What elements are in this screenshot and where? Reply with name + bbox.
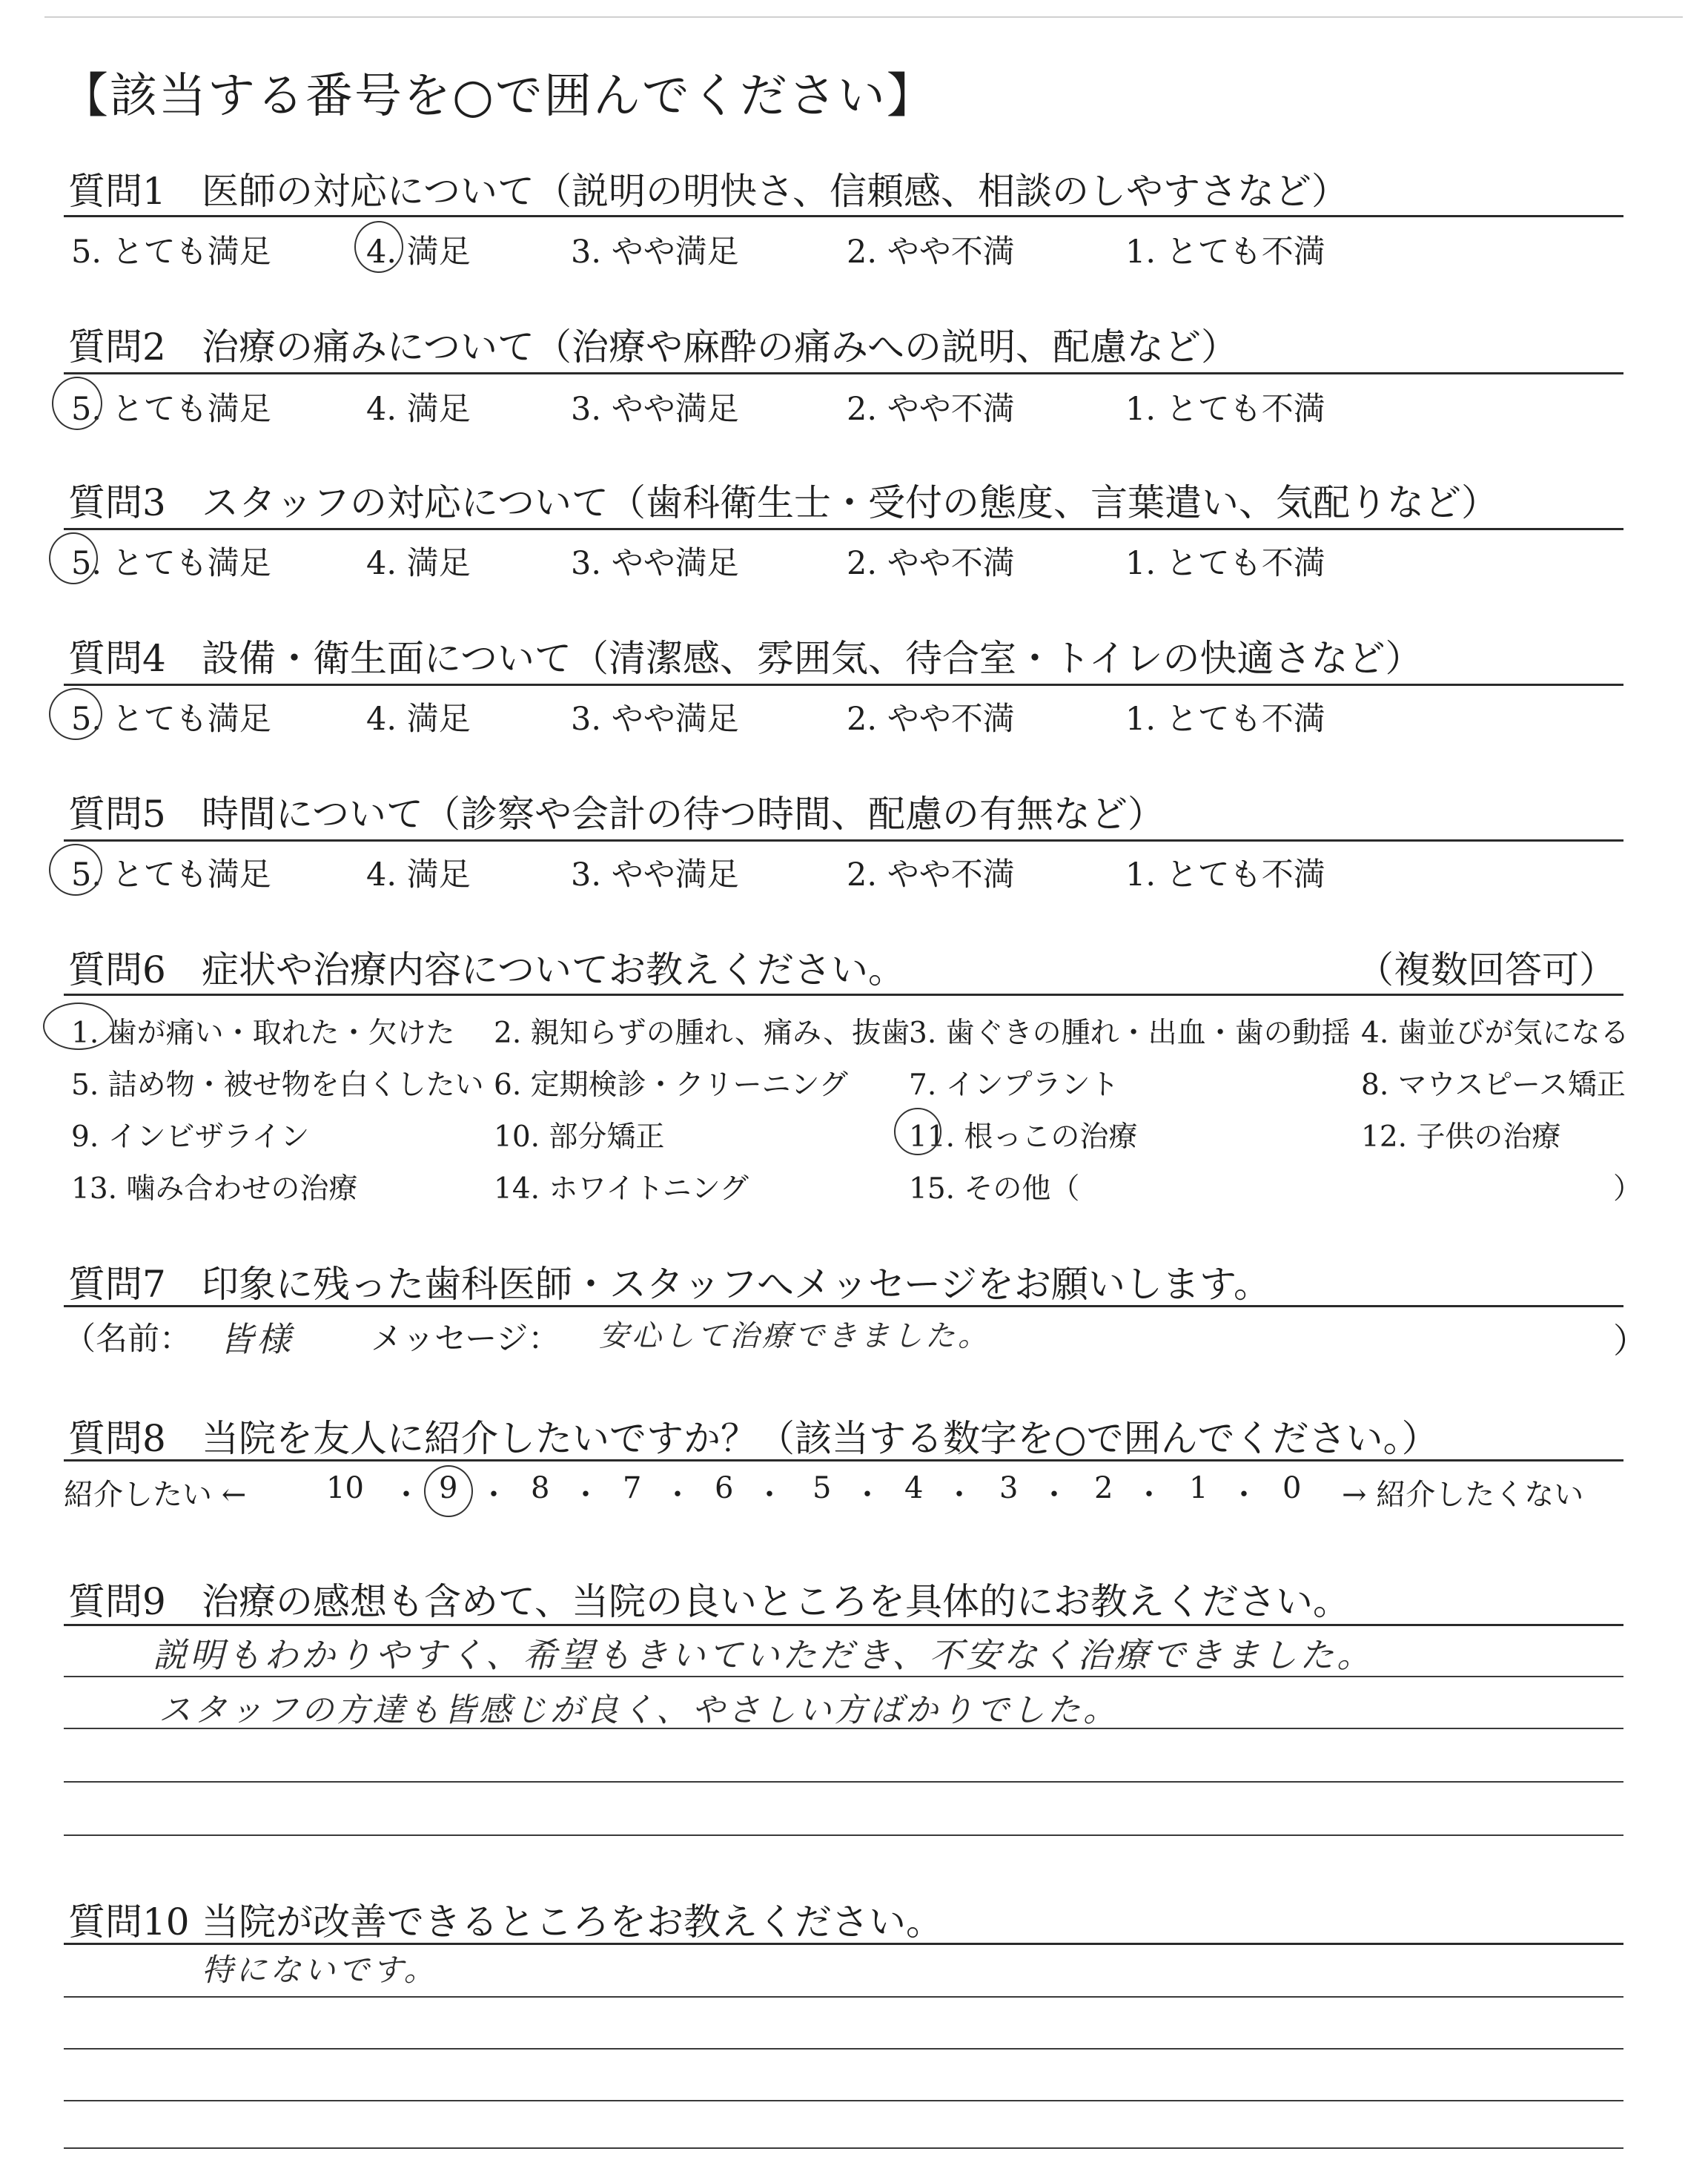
message-close-paren: ） xyxy=(1613,1321,1647,1361)
question-label: 質問3 xyxy=(68,481,166,524)
question-label: 質問8 xyxy=(68,1417,166,1460)
option-2[interactable]: 2. やや不満 xyxy=(847,856,1015,894)
score-5[interactable]: 5 xyxy=(812,1471,832,1505)
option-1[interactable]: 1. 歯が痛い・取れた・欠けた xyxy=(71,1017,455,1050)
scale-dot: ・ xyxy=(853,1478,882,1512)
question-1 xyxy=(68,162,1348,215)
question-text: 当院を友人に紹介したいですか？（該当する数字を○で囲んでください。） xyxy=(202,1417,1439,1460)
option-5[interactable]: 5. 詰め物・被せ物を白くしたい xyxy=(71,1069,484,1102)
divider xyxy=(64,994,1623,996)
option-7[interactable]: 7. インプラント xyxy=(909,1069,1119,1102)
option-2[interactable]: 2. やや不満 xyxy=(847,545,1015,582)
page-title: 【該当する番号を○で囲んでください】 xyxy=(61,69,936,124)
question-text: 当院が改善できるところをお教えください。 xyxy=(202,1900,943,1943)
score-0[interactable]: 0 xyxy=(1282,1471,1302,1505)
option-13[interactable]: 13. 噛み合わせの治療 xyxy=(71,1172,358,1206)
question-label: 質問5 xyxy=(68,793,166,836)
scale-dot: ・ xyxy=(663,1478,692,1512)
divider xyxy=(64,1624,1623,1626)
writing-line xyxy=(64,1781,1623,1783)
divider xyxy=(64,839,1623,842)
option-14[interactable]: 14. ホワイトニング xyxy=(494,1172,749,1206)
selection-circle xyxy=(49,532,98,584)
question-text: 症状や治療内容についてお教えください。 xyxy=(202,948,905,991)
question-label: 質問10 xyxy=(68,1900,190,1943)
option-5[interactable]: 5. とても満足 xyxy=(71,545,271,582)
selection-circle xyxy=(424,1465,473,1517)
writing-line xyxy=(64,2100,1623,2101)
divider xyxy=(64,372,1623,374)
question-text: 治療の感想も含めて、当院の良いところを具体的にお教えください。 xyxy=(202,1580,1350,1623)
score-2[interactable]: 2 xyxy=(1094,1471,1113,1505)
option-4[interactable]: 4. 満足 xyxy=(366,391,471,428)
score-3[interactable]: 3 xyxy=(999,1471,1019,1505)
selection-circle xyxy=(49,844,102,896)
option-1[interactable]: 1. とても不満 xyxy=(1125,701,1325,738)
writing-line xyxy=(64,2048,1623,2050)
name-label: （名前： xyxy=(64,1321,191,1358)
scale-dot: ・ xyxy=(479,1478,509,1512)
option-3[interactable]: 3. やや満足 xyxy=(571,545,739,582)
option-1[interactable]: 1. とても不満 xyxy=(1125,545,1325,582)
scale-left-label: 紹介したい ← xyxy=(64,1478,247,1512)
question-8 xyxy=(68,1409,1439,1462)
multiple-answers-note: （複数回答可） xyxy=(1357,948,1616,991)
selection-circle xyxy=(52,377,102,430)
message-label: メッセージ： xyxy=(371,1321,560,1358)
option-9[interactable]: 9. インビザライン xyxy=(71,1120,310,1154)
divider xyxy=(64,215,1623,217)
score-9[interactable]: 9 xyxy=(439,1471,458,1505)
scale-dot: ・ xyxy=(1134,1478,1164,1512)
option-2[interactable]: 2. 親知らずの腫れ、痛み、抜歯 xyxy=(494,1017,910,1050)
top-border xyxy=(44,16,1683,18)
question-3 xyxy=(68,473,1498,526)
option-5[interactable]: 5. とても満足 xyxy=(71,391,271,428)
option-3[interactable]: 3. やや満足 xyxy=(571,856,739,894)
score-8[interactable]: 8 xyxy=(531,1471,550,1505)
question-label: 質問7 xyxy=(68,1263,166,1306)
question-4 xyxy=(68,629,1423,682)
option-4[interactable]: 4. 満足 xyxy=(366,856,471,894)
option-3[interactable]: 3. やや満足 xyxy=(571,391,739,428)
score-7[interactable]: 7 xyxy=(623,1471,642,1505)
answer-line-1[interactable]: 特にないです。 xyxy=(202,1952,438,1988)
option-11[interactable]: 11. 根っこの治療 xyxy=(909,1120,1138,1154)
option-1[interactable]: 1. とても不満 xyxy=(1125,234,1325,271)
divider xyxy=(64,684,1623,686)
option-4[interactable]: 4. 満足 xyxy=(366,701,471,738)
selection-circle xyxy=(49,688,102,740)
question-label: 質問1 xyxy=(68,170,166,213)
divider xyxy=(64,1305,1623,1307)
question-text: 医師の対応について（説明の明快さ、信頼感、相談のしやすさなど） xyxy=(202,170,1348,213)
divider xyxy=(64,1459,1623,1462)
scale-dot: ・ xyxy=(755,1478,784,1512)
scale-dot: ・ xyxy=(1039,1478,1069,1512)
question-6 xyxy=(68,940,905,994)
question-text: スタッフの対応について（歯科衛生士・受付の態度、言葉遣い、気配りなど） xyxy=(202,481,1498,524)
question-9 xyxy=(68,1572,1350,1625)
question-2 xyxy=(68,317,1238,371)
option-4[interactable]: 4. 歯並びが気になる xyxy=(1361,1017,1629,1050)
option-5[interactable]: 5. とても満足 xyxy=(71,701,271,738)
name-value[interactable]: 皆様 xyxy=(219,1319,294,1359)
question-text: 治療の痛みについて（治療や麻酔の痛みへの説明、配慮など） xyxy=(202,326,1238,369)
selection-circle xyxy=(43,1003,114,1050)
option-3[interactable]: 3. 歯ぐきの腫れ・出血・歯の動揺 xyxy=(909,1017,1351,1050)
option-15[interactable]: 15. その他（ xyxy=(909,1172,1080,1206)
option-1[interactable]: 1. とても不満 xyxy=(1125,391,1325,428)
option-8[interactable]: 8. マウスピース矯正 xyxy=(1361,1069,1626,1102)
option-3[interactable]: 3. やや満足 xyxy=(571,234,739,271)
question-text: 設備・衛生面について（清潔感、雰囲気、待合室・トイレの快適さなど） xyxy=(202,637,1423,680)
option-3[interactable]: 3. やや満足 xyxy=(571,701,739,738)
score-4[interactable]: 4 xyxy=(904,1471,924,1505)
writing-line xyxy=(64,1834,1623,1836)
selection-circle xyxy=(354,221,403,273)
scale-dot: ・ xyxy=(944,1478,974,1512)
scale-right-label: → 紹介したくない xyxy=(1342,1478,1584,1512)
score-1[interactable]: 1 xyxy=(1189,1471,1208,1505)
score-10[interactable]: 10 xyxy=(326,1471,364,1505)
answer-line-1[interactable]: 説明もわかりやすく、希望もきいていただき、不安なく治療できました。 xyxy=(153,1635,1374,1675)
scale-dot: ・ xyxy=(571,1478,600,1512)
writing-line xyxy=(64,2147,1623,2149)
writing-line xyxy=(64,1996,1623,1998)
option-5[interactable]: 5. とても満足 xyxy=(71,234,271,271)
option-4[interactable]: 4. 満足 xyxy=(366,545,471,582)
question-text: 時間について（診察や会計の待つ時間、配慮の有無など） xyxy=(202,793,1165,836)
answer-line-2[interactable]: スタッフの方達も皆感じが良く、やさしい方ばかりでした。 xyxy=(159,1691,1119,1729)
question-7 xyxy=(68,1255,1271,1308)
message-value[interactable]: 安心して治療できました。 xyxy=(599,1319,990,1353)
option-10[interactable]: 10. 部分矯正 xyxy=(494,1120,665,1154)
question-5 xyxy=(68,785,1165,838)
question-text: 印象に残った歯科医師・スタッフへメッセージをお願いします。 xyxy=(202,1263,1271,1306)
divider xyxy=(64,1943,1623,1945)
option-2[interactable]: 2. やや不満 xyxy=(847,234,1015,271)
question-label: 質問4 xyxy=(68,637,166,680)
other-close-paren: ） xyxy=(1613,1172,1643,1206)
option-1[interactable]: 1. とても不満 xyxy=(1125,856,1325,894)
scale-dot: ・ xyxy=(391,1478,421,1512)
score-6[interactable]: 6 xyxy=(715,1471,734,1505)
question-label: 質問2 xyxy=(68,326,166,369)
question-10 xyxy=(68,1892,943,1946)
scale-dot: ・ xyxy=(1229,1478,1259,1512)
option-2[interactable]: 2. やや不満 xyxy=(847,391,1015,428)
option-12[interactable]: 12. 子供の治療 xyxy=(1361,1120,1561,1154)
option-5[interactable]: 5. とても満足 xyxy=(71,856,271,894)
option-4[interactable]: 4. 満足 xyxy=(366,234,471,271)
selection-circle xyxy=(894,1108,941,1155)
option-2[interactable]: 2. やや不満 xyxy=(847,701,1015,738)
option-6[interactable]: 6. 定期検診・クリーニング xyxy=(494,1069,848,1102)
question-label: 質問6 xyxy=(68,948,166,991)
divider xyxy=(64,528,1623,530)
question-label: 質問9 xyxy=(68,1580,166,1623)
